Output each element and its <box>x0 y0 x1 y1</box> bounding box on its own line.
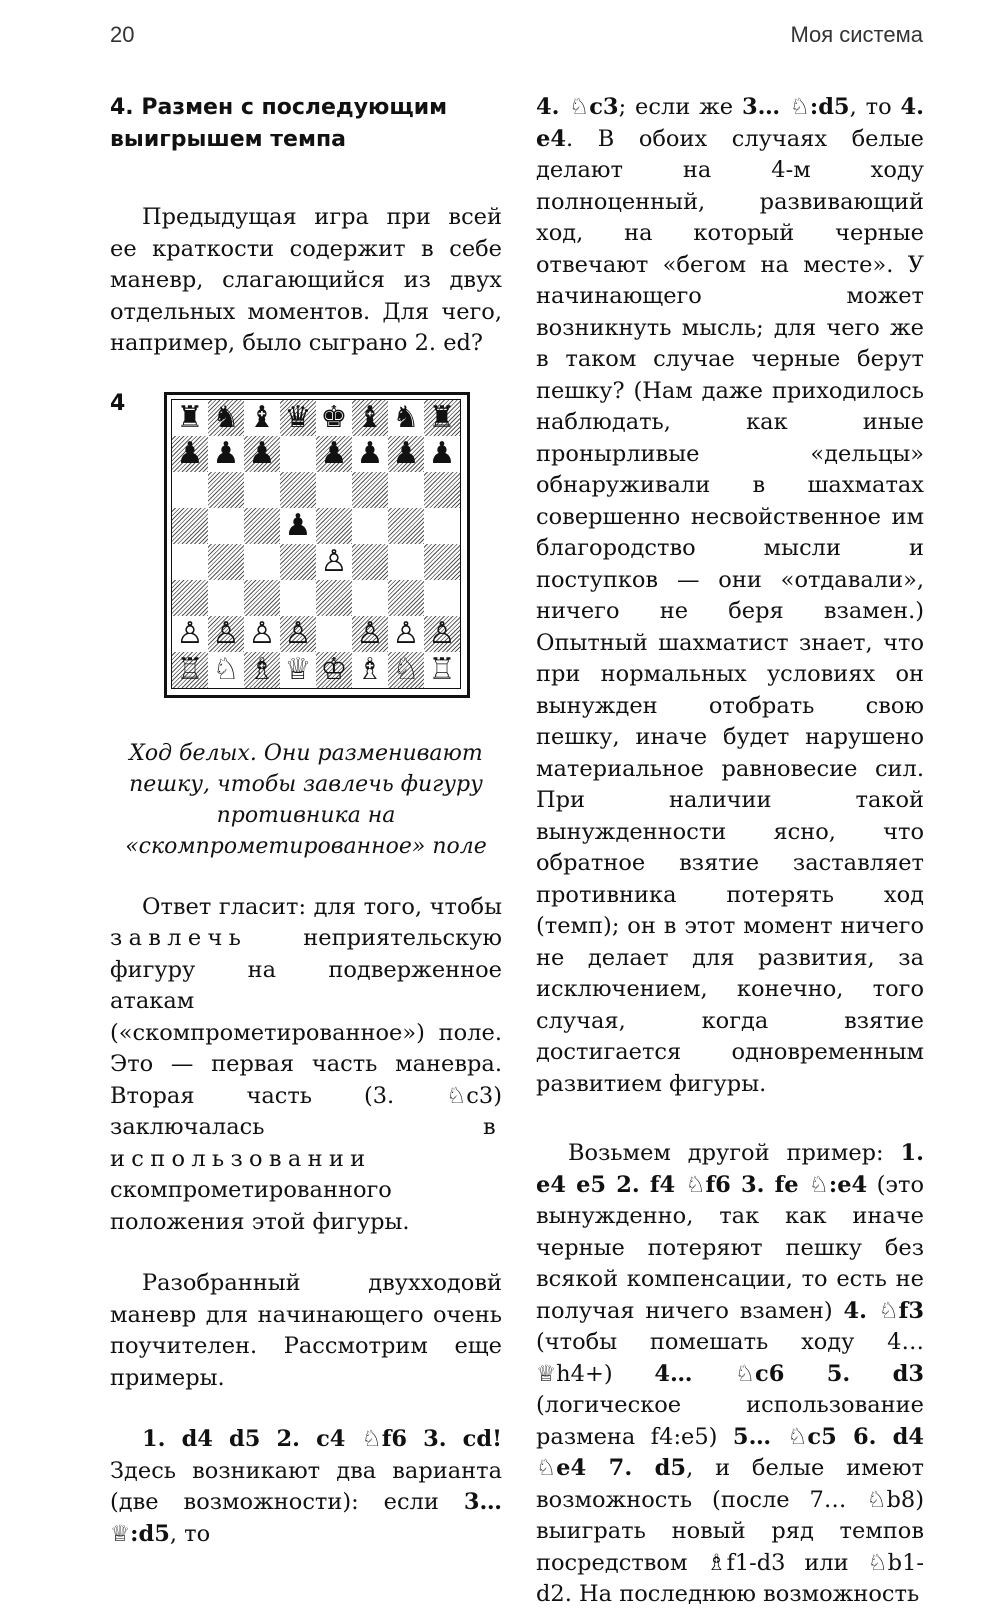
square-h2 <box>424 616 460 652</box>
square-h3 <box>424 580 460 616</box>
square-g1 <box>388 652 424 688</box>
square-f5 <box>352 508 388 544</box>
square-d7 <box>280 436 316 472</box>
chess-piece-icon: ♟ <box>176 435 204 471</box>
chess-piece-icon: ♙ <box>284 615 312 651</box>
knight-icon: ♘ <box>569 94 590 120</box>
chess-piece-icon: ♙ <box>428 615 456 651</box>
chess-piece-icon: ♗ <box>248 651 276 687</box>
chess-piece-icon: ♙ <box>392 615 420 651</box>
square-d6 <box>280 472 316 508</box>
square-a3 <box>172 580 208 616</box>
square-c3 <box>244 580 280 616</box>
square-a7 <box>172 436 208 472</box>
chess-piece-icon: ♜ <box>176 399 204 435</box>
square-b4 <box>208 544 244 580</box>
square-e5 <box>316 508 352 544</box>
knight-icon: ♘ <box>446 1082 467 1109</box>
chess-piece-icon: ♟ <box>392 435 420 471</box>
knight-icon: ♘ <box>866 1486 887 1513</box>
square-h5 <box>424 508 460 544</box>
chess-piece-icon: ♙ <box>320 543 348 579</box>
knight-icon: ♘ <box>878 1297 899 1324</box>
square-a5 <box>172 508 208 544</box>
chess-piece-icon: ♛ <box>284 399 312 435</box>
square-e4 <box>316 544 352 580</box>
diagram-number: 4 <box>110 390 126 416</box>
page-number: 20 <box>110 22 135 47</box>
chess-piece-icon: ♖ <box>176 651 204 687</box>
square-h8 <box>424 400 460 436</box>
square-b5 <box>208 508 244 544</box>
square-d5 <box>280 508 316 544</box>
chess-piece-icon: ♞ <box>212 399 240 435</box>
square-b1 <box>208 652 244 688</box>
square-d3 <box>280 580 316 616</box>
square-c4 <box>244 544 280 580</box>
paragraph-3: Разобранный двухходовй маневр для начинающего очень поучителен. Рассмотрим еще примеры. <box>110 1270 502 1391</box>
queen-icon: ♕ <box>110 1520 131 1547</box>
square-e2 <box>316 616 352 652</box>
paragraph-4-start: 1. d4 d5 2. c4 ♘f6 3. cd! Здесь возникают два варианта (две возможности): если 3… ♕:d5, то <box>110 1426 502 1547</box>
square-f1 <box>352 652 388 688</box>
chess-piece-icon: ♙ <box>248 615 276 651</box>
chess-piece-icon: ♟ <box>356 435 384 471</box>
chess-piece-icon: ♙ <box>212 615 240 651</box>
section-heading: 4. Размен с последующим выигрышем темпа <box>110 95 448 152</box>
bishop-icon: ♗ <box>706 1549 727 1576</box>
square-f4 <box>352 544 388 580</box>
board-frame <box>164 392 470 698</box>
square-f2 <box>352 616 388 652</box>
square-a1 <box>172 652 208 688</box>
square-f7 <box>352 436 388 472</box>
square-e6 <box>316 472 352 508</box>
square-e7 <box>316 436 352 472</box>
knight-icon: ♘ <box>787 1423 808 1450</box>
square-a6 <box>172 472 208 508</box>
chess-piece-icon: ♙ <box>356 615 384 651</box>
square-a8 <box>172 400 208 436</box>
square-d8 <box>280 400 316 436</box>
square-g5 <box>388 508 424 544</box>
square-d4 <box>280 544 316 580</box>
square-h1 <box>424 652 460 688</box>
chess-piece-icon: ♟ <box>212 435 240 471</box>
square-g4 <box>388 544 424 580</box>
square-b2 <box>208 616 244 652</box>
chess-piece-icon: ♝ <box>248 399 276 435</box>
square-b6 <box>208 472 244 508</box>
chess-diagram <box>110 392 502 712</box>
square-c7 <box>244 436 280 472</box>
knight-icon: ♘ <box>734 1360 756 1387</box>
chess-piece-icon: ♞ <box>392 399 420 435</box>
chess-piece-icon: ♝ <box>356 399 384 435</box>
square-e3 <box>316 580 352 616</box>
left-column <box>110 92 502 1550</box>
square-g3 <box>388 580 424 616</box>
chess-piece-icon: ♕ <box>284 651 312 687</box>
square-a2 <box>172 616 208 652</box>
chess-piece-icon: ♖ <box>428 651 456 687</box>
square-g7 <box>388 436 424 472</box>
square-g2 <box>388 616 424 652</box>
square-c1 <box>244 652 280 688</box>
chess-piece-icon: ♗ <box>356 651 384 687</box>
running-title: Моя система <box>790 22 923 47</box>
square-b3 <box>208 580 244 616</box>
square-b8 <box>208 400 244 436</box>
square-f8 <box>352 400 388 436</box>
chess-piece-icon: ♜ <box>428 399 456 435</box>
knight-icon: ♘ <box>867 1549 888 1576</box>
square-d1 <box>280 652 316 688</box>
square-f6 <box>352 472 388 508</box>
paragraph-4-continued: 4. ♘c3; если же 3… ♘:d5, то 4. e4. В обоих случаях белые делают на 4-м ходу полноценный, развивающий ход, на который черные отвечают «бегом на месте». У начинающего может возникнуть мысль; для чего же в таком случае черные берут пешку? (Нам даже приходилось наблюдать, как иные пронырливые «дельцы» обнаруживали в шахматах совершенно несвойственное им благородство мысли и поступков — они «отдавали», ничего не беря взамен.) Опытный шахматист знает, что при нормальных условиях он вынужден отобрать свою пешку, иначе будет нарушено материальное равновесие сил. При наличии такой вынужденности ясно, что обратное взятие заставляет противника потерять ход (темп); он в этот момент ничего не делает для развития, за исключением, конечно, того случая, когда взятие достигается одновременным развитием фигуры. <box>536 94 924 1097</box>
paragraph-5: Возьмем другой пример: 1. e4 e5 2. f4 ♘f6 3. fe ♘:e4 (это вынужденно, так как иначе черные потеряют пешку без всякой компенсации, то есть не получая ничего взамен) 4. ♘f3 (чтобы помешать ходу 4… ♕h4+) 4… ♘c6 5. d3 (логическое использование размена f4:e5) 5… ♘c5 6. d4 ♘e4 7. d5, и белые имеют возможность (после 7… ♘b8) выиграть новый ряд темпов посредством ♗f1-d3 или ♘b1-d2. На последнюю возможность <box>536 1140 924 1607</box>
square-a4 <box>172 544 208 580</box>
square-b7 <box>208 436 244 472</box>
paragraph-1: Предыдущая игра при всей ее краткости содержит в себе маневр, слагающийся из двух отдельных моментов. Для чего, например, было сыграно 2. ed? <box>110 204 502 356</box>
square-g6 <box>388 472 424 508</box>
knight-icon: ♘ <box>536 1455 557 1481</box>
chess-piece-icon: ♚ <box>320 399 348 435</box>
square-c8 <box>244 400 280 436</box>
knight-icon: ♘ <box>685 1171 706 1198</box>
chess-board <box>171 399 461 689</box>
square-d2 <box>280 616 316 652</box>
diagram-caption: Ход белых. Они разменивают пешку, чтобы завлечь фигуру противника на «скомпрометированное» поле <box>125 740 487 859</box>
square-c5 <box>244 508 280 544</box>
chess-piece-icon: ♟ <box>248 435 276 471</box>
square-e8 <box>316 400 352 436</box>
chess-piece-icon: ♘ <box>212 651 240 687</box>
chess-piece-icon: ♔ <box>320 651 348 687</box>
square-c2 <box>244 616 280 652</box>
chess-piece-icon: ♟ <box>428 435 456 471</box>
square-h6 <box>424 472 460 508</box>
chess-piece-icon: ♘ <box>392 651 420 687</box>
square-h4 <box>424 544 460 580</box>
square-f3 <box>352 580 388 616</box>
paragraph-2: Ответ гласит: для того, чтобы завлечь неприятельскую фигуру на подверженное атакам («скомпрометированное») поле. Это — первая часть маневра. Вторая часть (3. ♘c3) заключалась в использовании скомпрометированного положения этой фигуры. <box>110 893 502 1235</box>
queen-icon: ♕ <box>536 1360 557 1387</box>
knight-icon: ♘ <box>361 1426 382 1452</box>
square-h7 <box>424 436 460 472</box>
chess-piece-icon: ♟ <box>320 435 348 471</box>
right-column <box>536 92 924 1611</box>
square-g8 <box>388 400 424 436</box>
knight-icon: ♘ <box>789 94 810 120</box>
square-e1 <box>316 652 352 688</box>
chess-piece-icon: ♟ <box>284 507 312 543</box>
square-c6 <box>244 472 280 508</box>
knight-icon: ♘ <box>808 1171 829 1198</box>
chess-piece-icon: ♙ <box>176 615 204 651</box>
